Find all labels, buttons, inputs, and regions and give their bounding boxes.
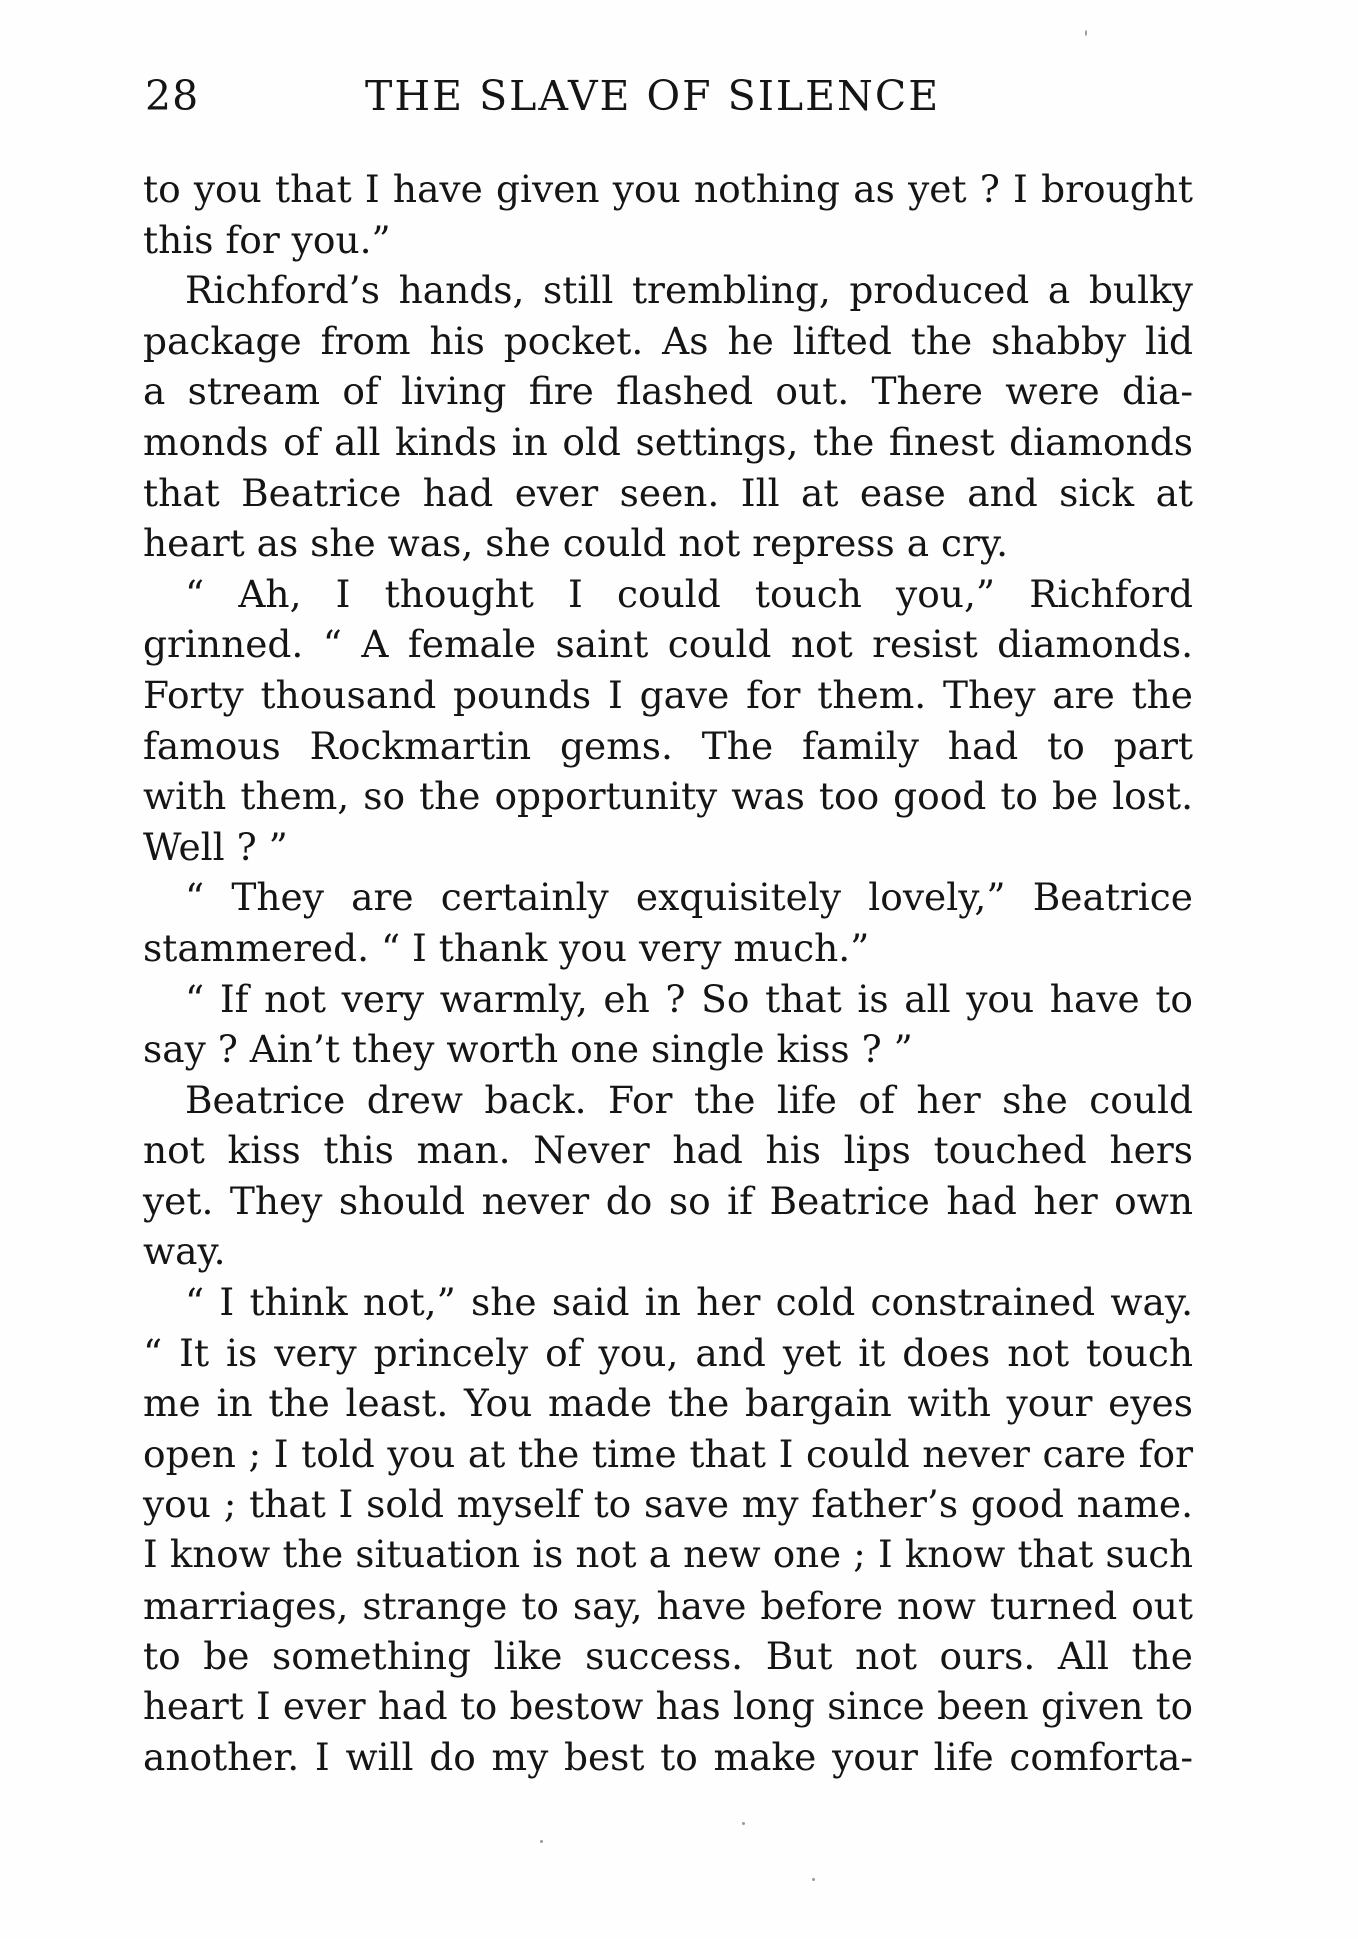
- text-line: open ; I told you at the time that I could never care for: [143, 1431, 1193, 1476]
- text-line: yet. They should never do so if Beatrice had her own: [143, 1178, 1193, 1223]
- text-line: say ? Ain’t they worth one single kiss ? ”: [143, 1027, 913, 1072]
- text-line: to you that I have given you nothing as yet ? I brought: [143, 167, 1193, 211]
- text-line: “ If not very warmly, eh ? So that is all you have to: [185, 976, 1193, 1021]
- scan-speck: [1085, 30, 1087, 36]
- text-line: to be something like success. But not ours. All the: [143, 1634, 1193, 1679]
- text-line: I know the situation is not a new one ; I know that such: [143, 1533, 1193, 1577]
- scan-speck: [742, 1822, 745, 1825]
- running-head: [145, 66, 1185, 126]
- scan-speck: [540, 1840, 543, 1843]
- text-line: with them, so the opportunity was too good to be lost.: [143, 774, 1193, 819]
- text-line: heart I ever had to bestow has long since been given to: [143, 1684, 1193, 1728]
- text-line: way.: [143, 1229, 226, 1274]
- scan-speck: [812, 1878, 815, 1881]
- text-line: marriages, strange to say, have before now turned out: [143, 1583, 1193, 1628]
- text-line: Beatrice drew back. For the life of her she could: [185, 1077, 1193, 1122]
- text-line: “ Ah, I thought I could touch you,” Richford: [185, 571, 1193, 616]
- text-line: me in the least. You made the bargain with your eyes: [143, 1381, 1193, 1426]
- text-line: a stream of living fire flashed out. There were dia-: [143, 369, 1193, 414]
- text-line: this for you.”: [143, 217, 391, 262]
- text-line: stammered. “ I thank you very much.”: [143, 925, 870, 970]
- text-line: Well ? ”: [143, 824, 288, 869]
- running-title: THE SLAVE OF SILENCE: [365, 72, 941, 120]
- text-line: Forty thousand pounds I gave for them. They are the: [143, 672, 1193, 717]
- text-line: monds of all kinds in old settings, the finest diamonds: [143, 419, 1193, 464]
- text-line: not kiss this man. Never had his lips touched hers: [143, 1128, 1193, 1173]
- page-number: 28: [145, 72, 200, 120]
- text-line: “ They are certainly exquisitely lovely,” Beatrice: [185, 875, 1193, 920]
- text-line: “ I think not,” she said in her cold constrained way.: [185, 1280, 1193, 1325]
- text-line: that Beatrice had ever seen. Ill at ease and sick at: [143, 470, 1193, 515]
- text-line: famous Rockmartin gems. The family had to part: [143, 723, 1193, 768]
- text-line: grinned. “ A female saint could not resist diamonds.: [143, 622, 1193, 667]
- body-text: [143, 164, 1193, 1783]
- text-line: package from his pocket. As he lifted the shabby lid: [143, 318, 1193, 363]
- text-line: another. I will do my best to make your life comforta-: [143, 1735, 1193, 1780]
- text-line: you ; that I sold myself to save my father’s good name.: [143, 1482, 1193, 1527]
- text-line: “ It is very princely of you, and yet it does not touch: [143, 1330, 1193, 1375]
- text-line: Richford’s hands, still trembling, produced a bulky: [185, 268, 1193, 313]
- text-line: heart as she was, she could not repress a cry.: [143, 521, 1009, 566]
